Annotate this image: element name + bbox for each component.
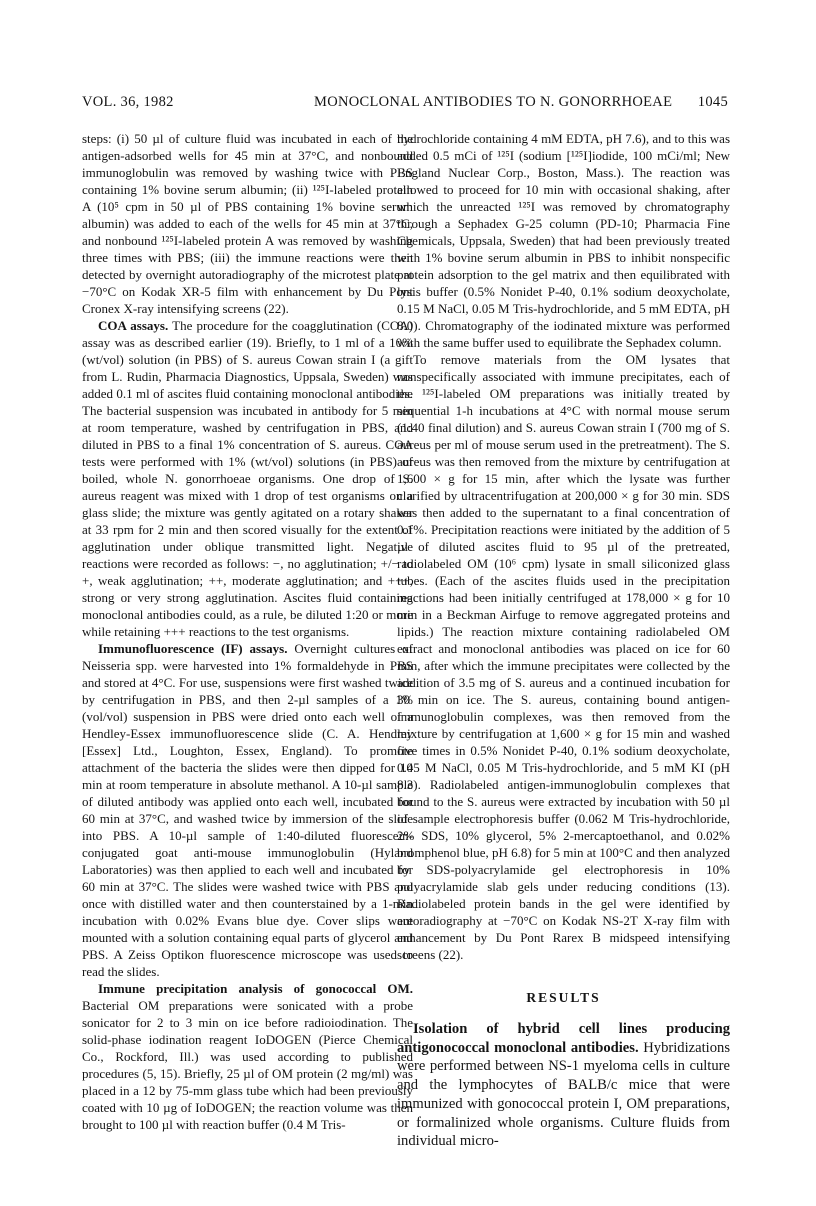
coa-body: The procedure for the coagglutination (COA) assay was as described earlier (19). Briefly, to 1 ml of a 10% (wt/vol) solution (in PBS) of S. aureus Cowan strain I (a gift from L. Rudin, Pharmacia Diagnostics, Uppsala, Sweden) was added 0.1 ml of ascites fluid containing monoclonal antibodies. The bacterial suspension was incubated in antibody for 5 min at room temperature, washed by centrifugation in PBS, and diluted in PBS to a final 1% concentration of S. aureus. COA tests were performed with 1% (wt/vol) solutions (in PBS) of boiled, whole N. gonorrhoeae organisms. One drop of S. aureus reagent was mixed with 1 drop of test organisms on a glass slide; the mixture was gently agitated on a rotary shaker at 33 rpm for 2 min and then scored visually for the extent of agglutination under oblique transmitted light. Negative reactions were recorded as follows: −, no agglutination; +/− to +, weak agglutination; ++, moderate agglutination; and +++, strong or very strong agglutination. Ascites fluid containing monoclonal antibodies could, as a rule, be diluted 1:20 or more while retaining +++ reactions to the test organisms. [82, 318, 413, 639]
paragraph-if-assays [82, 640, 413, 980]
section-heading-hybrid-isolation: Isolation of hybrid cell lines producing antigonococcal monoclonal antibodies. [397, 1021, 730, 1056]
paragraph-coa-assays [82, 317, 413, 640]
paragraph-protocol-steps: steps: (i) 50 µl of culture fluid was incubated in each of the antigen-adsorbed wells for 45 min at 37°C, and nonbound immunoglobulin was removed by washing twice with PBS containing 1% bovine serum albumin; (ii) ¹²⁵I-labeled protein A (10⁵ cpm in 50 µl of PBS containing 1% bovine serum albumin) was added to each of the wells for 45 min at 37°C, and nonbound ¹²⁵I-labeled protein A was removed by washing three times with PBS; (iii) the immune reactions were then detected by overnight autoradiography of the microtest plate at −70°C on Kodak XR-5 film with enhancement by Du Pont Cronex X-ray intensifying screens (22). [82, 131, 413, 316]
section-heading-coa: COA assays. [98, 318, 169, 333]
results-heading: RESULTS [526, 990, 601, 1005]
hybrid-isolation-body: Hybridizations were performed between NS-1 myeloma cells in culture and the lymphocytes of BALB/c mice that were immunized with gonococcal protein I, OM preparations, or formalinized whole organisms. Culture fluids from individual micro- [397, 1039, 730, 1150]
page-number: 1045 [697, 94, 728, 110]
section-heading-if: Immunofluorescence (IF) assays. [98, 641, 288, 656]
left-column [82, 130, 413, 1133]
paragraph-iodination-continued: hydrochloride containing 4 mM EDTA, pH 7.6), and to this was added 0.5 mCi of ¹²⁵I (sodium [¹²⁵I]iodide, 100 mCi/ml; New England Nuclear Corp., Boston, Mass.). The reaction was allowed to proceed for 10 min with occasional shaking, after which the unreacted ¹²⁵I was removed by chromatography through a Sephadex G-25 column (PD-10; Pharmacia Fine Chemicals, Uppsala, Sweden) that had been previously treated with 1% bovine serum albumin in PBS to inhibit nonspecific protein adsorption to the gel matrix and then equilibrated with lysis buffer (0.5% Nonidet P-40, 0.1% sodium deoxycholate, 0.15 M NaCl, 0.05 M Tris-hydrochloride, and 5 mM EDTA, pH 8.0). Chromatography of the iodinated mixture was performed with the same buffer used to equilibrate the Sephadex column. [397, 131, 730, 350]
paragraph-lysate-pretreatment: To remove materials from the OM lysates that nonspecifically associated with immune precipitates, each of the ¹²⁵I-labeled OM preparations was initially treated by sequential 1-h incubations at 4°C with normal mouse serum (1:40 final dilution) and S. aureus Cowan strain I (700 mg of S. aureus per ml of mouse serum used in the pretreatment). The S. aureus was then removed from the mixture by centrifugation at 1,600 × g for 15 min, after which the lysate was further clarified by ultracentrifugation at 200,000 × g for 30 min. SDS was then added to the supernatant to a final concentration of 0.1%. Precipitation reactions were initiated by the addition of 5 µl of diluted ascites fluid to 95 µl of the pretreated, radiolabeled OM (10⁶ cpm) lysate in small siliconized glass tubes. (Each of the ascites fluids used in the precipitation reactions had been initially centrifuged at 178,000 × g for 10 min in a Beckman Airfuge to remove aggregated proteins and lipids.) The reaction mixture containing radiolabeled OM extract and monoclonal antibodies was placed on ice for 60 min, after which the immune precipitates were collected by the addition of 3.5 mg of S. aureus and a continued incubation for 30 min on ice. The S. aureus, containing bound antigen-immunoglobulin complexes, was then removed from the mixture by centrifugation at 1,600 × g for 15 min and washed five times in 0.5% Nonidet P-40, 0.1% sodium deoxycholate, 0.45 M NaCl, 0.05 M Tris-hydrochloride, and 5 mM KI (pH 8.3). Radiolabeled antigen-immunoglobulin complexes that bound to the S. aureus were extracted by incubation with 50 µl of sample electrophoresis buffer (0.062 M Tris-hydrochloride, 2% SDS, 10% glycerol, 5% 2-mercaptoethanol, and 0.02% bromphenol blue, pH 6.8) for 5 min at 100°C and then analyzed by SDS-polyacrylamide gel electrophoresis in 10% polyacrylamide slab gels under reducing conditions (13). Radiolabeled protein bands in the gel were identified by autoradiography at −70°C on Kodak NS-2T X-ray film with enhancement by Du Pont Rarex B midspeed intensifying screens (22). [397, 352, 730, 962]
paragraph-immune-precipitation [82, 980, 413, 1133]
right-column [397, 130, 730, 1151]
if-body: Overnight cultures of Neisseria spp. were harvested into 1% formaldehyde in PBS and stored at 4°C. For use, suspensions were first washed twice by centrifugation in PBS, and then 2-µl samples of a 1% (vol/vol) suspension in PBS were dried onto each well of a Hendley-Essex immunofluorescence slide (C. A. Hendley [Essex] Ltd., Loughton, Essex, England). To promote attachment of the bacteria the slides were then dipped for 10 min at room temperature in absolute methanol. A 10-µl sample of diluted antibody was applied onto each well, incubated for 60 min at 37°C, and washed twice by immersion of the slide into PBS. A 10-µl sample of 1:40-diluted fluorescein-conjugated goat anti-mouse immunoglobulin (Hyland Laboratories) was then applied to each well and incubated for 60 min at 37°C. The slides were washed twice with PBS and once with distilled water and then counterstained by a 1-min incubation with 0.02% Evans blue dye. Cover slips were mounted with a solution containing equal parts of glycerol and PBS. A Zeiss Optikon fluorescence microscope was used to read the slides. [82, 641, 413, 979]
paragraph-hybrid-isolation [397, 1020, 730, 1151]
volume-label: VOL. 36, 1982 [82, 94, 174, 110]
running-title: MONOCLONAL ANTIBODIES TO N. GONORRHOEAE [314, 94, 673, 110]
running-header [82, 94, 728, 116]
immune-precipitation-body: Bacterial OM preparations were sonicated with a probe sonicator for 2 to 3 min on ice before radioiodination. The solid-phase iodination reagent IoDOGEN (Pierce Chemical Co., Rockford, Ill.) was used according to published procedures (5, 15). Briefly, 25 µl of OM protein (2 mg/ml) was placed in a 12 by 75-mm glass tube which had been previously coated with 10 µg of IoDOGEN; the reaction volume was then brought to 100 µl with reaction buffer (0.4 M Tris- [82, 998, 413, 1132]
section-heading-immune-precipitation: Immune precipitation analysis of gonococcal OM. [98, 981, 413, 996]
